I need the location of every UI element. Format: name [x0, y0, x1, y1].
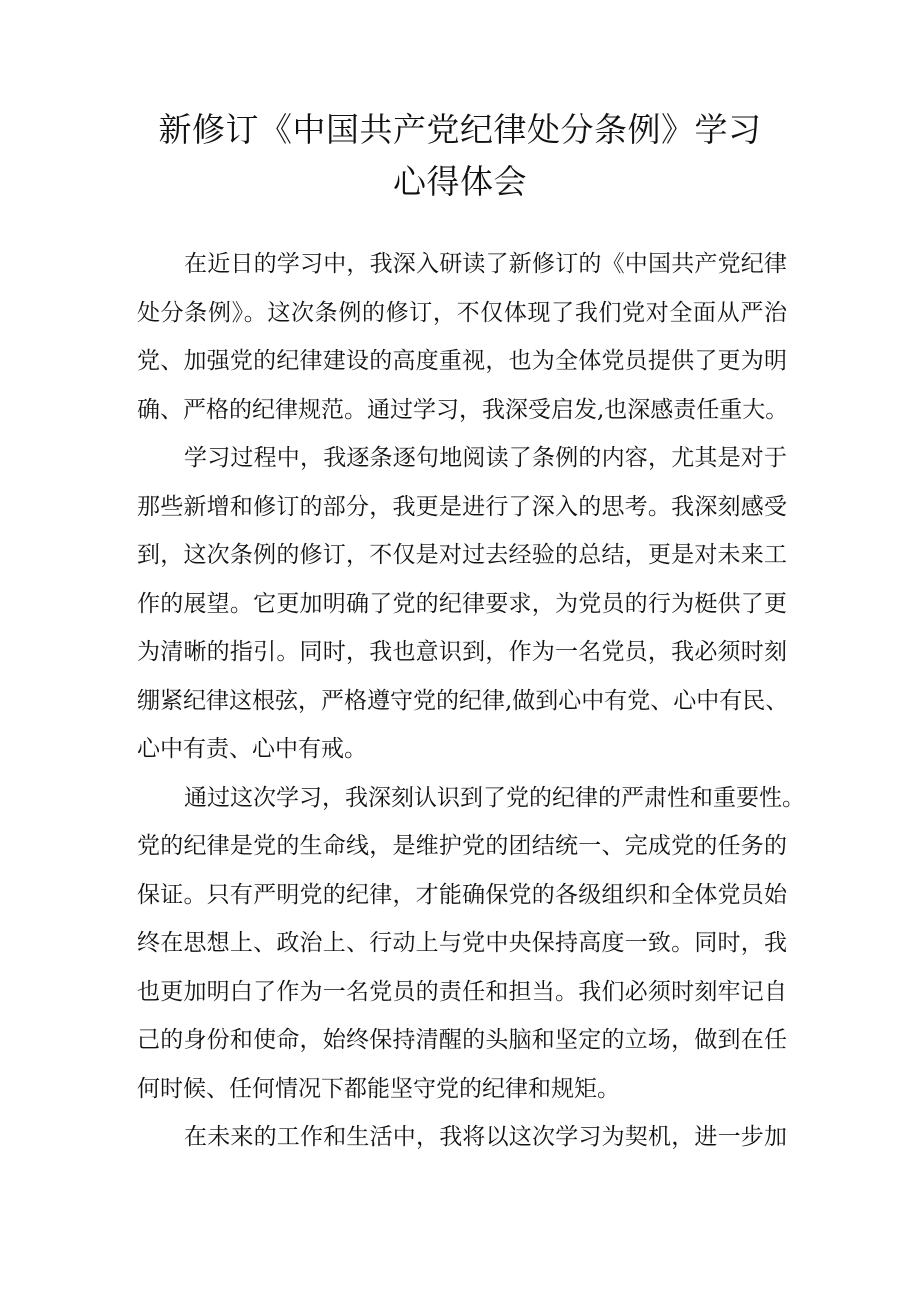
text-line: 在近日的学习中，我深入研读了新修订的《中国共产党纪律 — [184, 251, 787, 277]
text-line: 确、严格的纪律规范。通过学习，我深受启发,也深感责任重大。 — [137, 396, 789, 423]
text-line: 学习过程中，我逐条逐句地阅读了条例的内容，尤其是对于 — [184, 445, 787, 471]
text-line: 那些新增和修订的部分，我更是进行了深入的思考。我深刻感受 — [137, 493, 787, 520]
document-body — [137, 240, 805, 1162]
text-line: 到，这次条例的修订，不仅是对过去经验的总结，更是对未来工 — [137, 542, 787, 568]
text-line: 己的身份和使命，始终保持清醒的头脑和坚定的立场，做到在任 — [137, 1027, 787, 1053]
text-line: 终在思想上、政治上、行动上与党中央保持高度一致。同时，我 — [137, 930, 787, 956]
text-line: 为清晰的指引。同时，我也意识到，作为一名党员，我必须时刻 — [137, 639, 787, 665]
text-line: 处分条例》。这次条例的修订，不仅体现了我们党对全面从严治 — [137, 299, 787, 326]
text-line: 党、加强党的纪律建设的高度重视，也为全体党员提供了更为明 — [137, 348, 787, 374]
text-line: 党的纪律是党的生命线，是维护党的团结统一、完成党的任务的 — [137, 833, 787, 859]
text-line: 也更加明白了作为一名党员的责任和担当。我们必须时刻牢记自 — [137, 978, 787, 1005]
document-title — [100, 104, 820, 208]
title-line-1: 新修订《中国共产党纪律处分条例》学习 — [158, 110, 762, 149]
title-line-2: 心得体会 — [393, 162, 527, 201]
text-line: 绷紧纪律这根弦，严格遵守党的纪律,做到心中有党、心中有民、 — [137, 687, 789, 714]
text-line: 心中有责、心中有戒。 — [137, 736, 367, 762]
text-line: 在未来的工作和生活中，我将以这次学习为契机，进一步加 — [184, 1124, 787, 1150]
text-line: 通过这次学习，我深刻认识到了党的纪律的严肃性和重要性。 — [184, 784, 805, 811]
text-line: 保证。只有严明党的纪律，才能确保党的各级组织和全体党员始 — [137, 881, 787, 908]
text-line: 何时候、任何情况下都能坚守党的纪律和规矩。 — [137, 1075, 620, 1102]
text-line: 作的展望。它更加明确了党的纪律要求，为党员的行为梃供了更 — [137, 590, 787, 617]
